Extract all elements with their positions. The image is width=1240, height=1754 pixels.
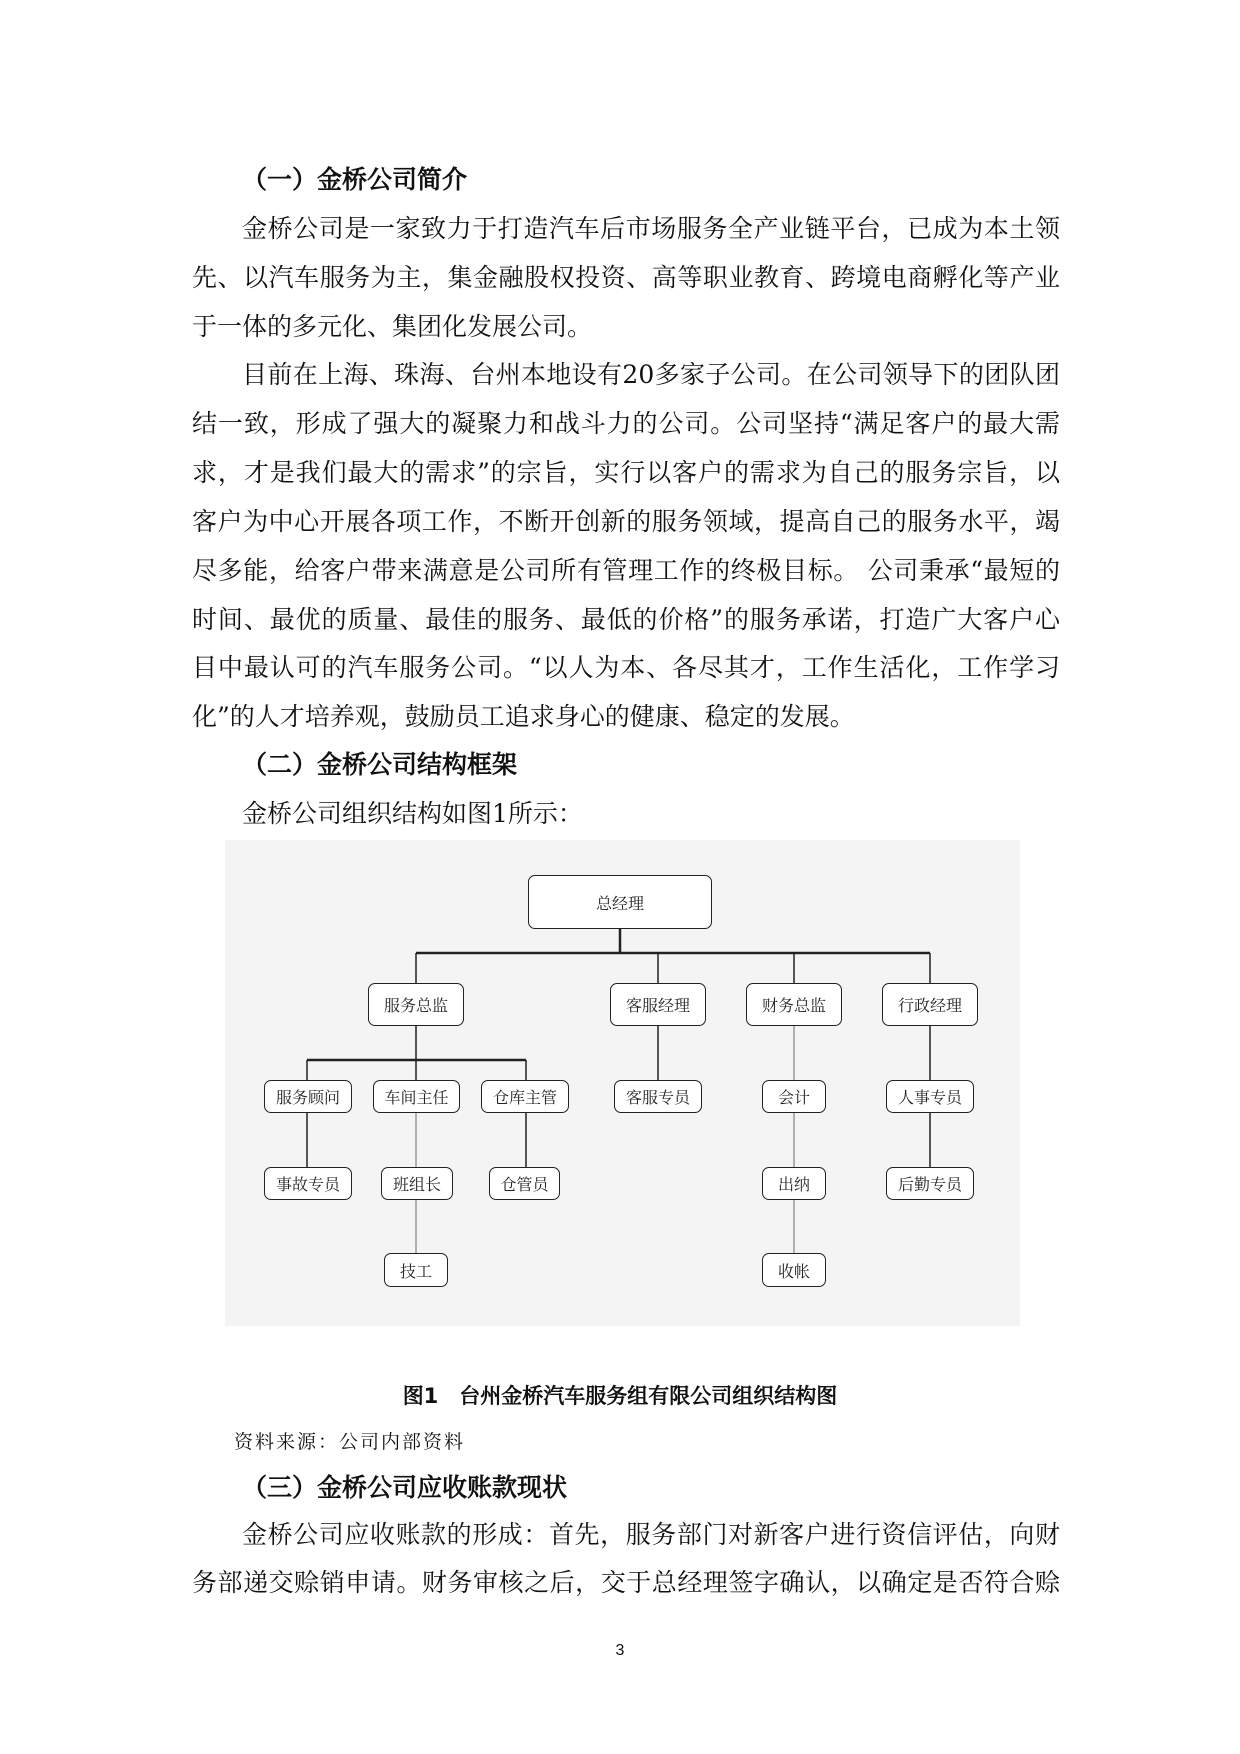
paragraph-line: 务部递交赊销申请。财务审核之后，交于总经理签字确认，以确定是否符合赊	[192, 1568, 1060, 1597]
paragraph-line: 尽多能，给客户带来满意是公司所有管理工作的终极目标。 公司秉承“最短的	[192, 556, 1060, 585]
figure-intro: 金桥公司组织结构如图1所示：	[242, 799, 583, 828]
paragraph-line: 求，才是我们最大的需求”的宗旨，实行以客户的需求为自己的服务宗旨，以	[192, 458, 1060, 487]
paragraph-line: 目中最认可的汽车服务公司。“以人为本、各尽其才，工作生活化，工作学习	[192, 653, 1060, 682]
figure-caption: 图1 台州金桥汽车服务组有限公司组织结构图	[402, 1384, 838, 1408]
figure-source: 资料来源：公司内部资料	[234, 1431, 466, 1453]
org-node-service-advisor: 服务顾问	[264, 1080, 352, 1113]
section-heading-2: （二）金桥公司结构框架	[242, 750, 518, 779]
paragraph-line: 客户为中心开展各项工作，不断开创新的服务领域，提高自己的服务水平，竭	[192, 507, 1060, 536]
section-heading-1: （一）金桥公司简介	[242, 165, 468, 194]
org-node-accident-specialist: 事故专员	[264, 1167, 352, 1200]
org-node-technician: 技工	[384, 1253, 448, 1287]
paragraph-line: 结一致，形成了强大的凝聚力和战斗力的公司。公司坚持“满足客户的最大需	[192, 409, 1060, 438]
paragraph-line: 金桥公司是一家致力于打造汽车后市场服务全产业链平台，已成为本土领	[242, 214, 1060, 243]
paragraph-line: 时间、最优的质量、最佳的服务、最低的价格”的服务承诺，打造广大客户心	[192, 605, 1060, 634]
org-node-general-manager: 总经理	[528, 875, 712, 929]
paragraph-line: 先、以汽车服务为主，集金融股权投资、高等职业教育、跨境电商孵化等产业	[192, 263, 1060, 292]
org-node-customer-service-specialist: 客服专员	[614, 1080, 702, 1113]
org-node-cashier: 出纳	[762, 1167, 826, 1200]
paragraph-line: 金桥公司应收账款的形成：首先，服务部门对新客户进行资信评估，向财	[242, 1520, 1060, 1549]
org-node-service-director: 服务总监	[368, 983, 464, 1026]
page-number: 3	[615, 1642, 625, 1659]
paragraph-line: 目前在上海、珠海、台州本地设有20多家子公司。在公司领导下的团队团	[242, 360, 1060, 389]
org-node-customer-service-manager: 客服经理	[610, 983, 706, 1026]
paragraph-line: 于一体的多元化、集团化发展公司。	[192, 312, 593, 341]
org-node-workshop-director: 车间主任	[373, 1080, 460, 1113]
org-node-logistics-specialist: 后勤专员	[886, 1167, 974, 1200]
section-heading-3: （三）金桥公司应收账款现状	[242, 1473, 568, 1502]
org-node-team-leader: 班组长	[381, 1167, 453, 1200]
org-node-accountant: 会计	[762, 1080, 826, 1113]
org-node-hr-specialist: 人事专员	[886, 1080, 974, 1113]
org-node-warehouse-keeper: 仓管员	[489, 1167, 560, 1200]
paragraph-line: 化”的人才培养观，鼓励员工追求身心的健康、稳定的发展。	[192, 702, 855, 731]
org-node-warehouse-supervisor: 仓库主管	[481, 1080, 569, 1113]
org-node-collections: 收帐	[762, 1253, 826, 1287]
org-node-finance-director: 财务总监	[746, 983, 842, 1026]
org-node-admin-manager: 行政经理	[882, 983, 978, 1026]
